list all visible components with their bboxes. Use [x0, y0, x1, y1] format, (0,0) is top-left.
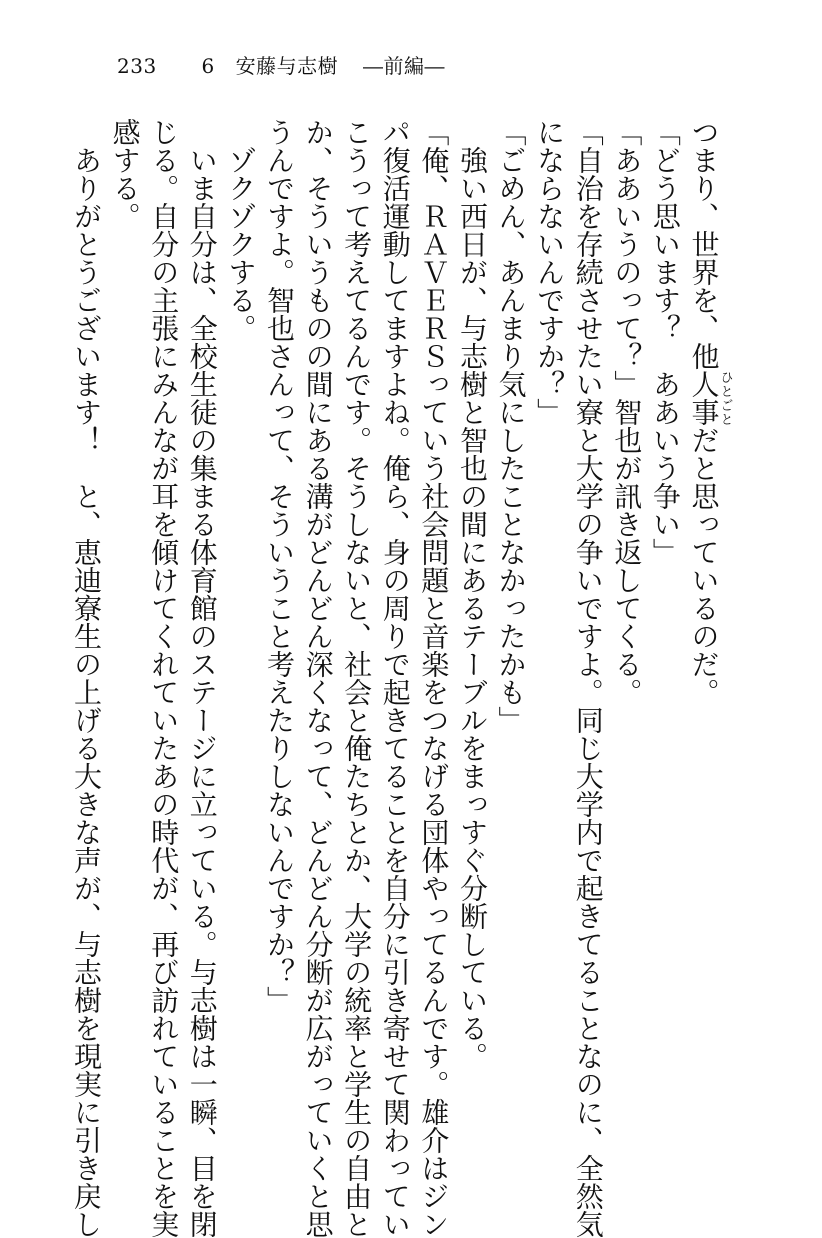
page-number: 233	[117, 54, 157, 78]
text-segment: 強い西日が、与志樹と智也の間にあるテーブルをまっすぐ分断している。	[455, 118, 489, 1070]
text-line	[105, 118, 144, 1108]
text-segment: パ復活運動してますよね。俺ら、身の周りで起きてることを自分に引き寄せて関わってい	[378, 118, 412, 1238]
text-line	[375, 118, 414, 1238]
text-segment: ゾクゾクする。	[224, 118, 258, 342]
text-segment: 「自治を存続させたい寮と大学の争いですよ。同じ大学内で起きてることなのに、全然気	[571, 118, 605, 1238]
text-line	[607, 118, 646, 1108]
text-segment: 「ごめん、あんまり気にしたことなかったかも」	[494, 118, 528, 734]
ruby-word	[687, 370, 733, 426]
text-segment: 「どう思います？ ああいう争い」	[648, 118, 682, 566]
text-line	[568, 118, 607, 1238]
text-line	[530, 118, 569, 1108]
running-header	[117, 50, 445, 79]
text-line	[221, 118, 260, 1108]
text-line	[144, 118, 183, 1238]
text-segment: うんですよ。智也さんって、そういうこと考えたりしないんですか？」	[262, 118, 296, 1014]
text-line	[645, 118, 684, 1108]
text-segment: にならないんですか？」	[533, 118, 567, 426]
text-segment: だと思っているのだ。	[687, 426, 721, 706]
chapter-title: 安藤与志樹	[235, 54, 339, 78]
text-line	[66, 118, 105, 1238]
text-line	[259, 118, 298, 1108]
text-line	[684, 118, 732, 1108]
text-line	[414, 118, 453, 1238]
text-line	[337, 118, 376, 1238]
ruby-base: 人事	[687, 370, 721, 426]
text-line	[298, 118, 337, 1238]
body-text	[70, 118, 733, 1238]
ruby-reading: ひとごと	[717, 370, 733, 426]
chapter-number: 6	[201, 54, 215, 78]
text-line	[452, 118, 491, 1108]
text-segment: ありがとうございます！ と、恵迪寮生の上げる大きな声が、与志樹を現実に引き戻し	[70, 118, 103, 1238]
text-segment: か、そういうものの間にある溝がどんどん深くなって、どんどん分断が広がっていくと思	[301, 118, 335, 1238]
text-segment: 「俺、ＲＡＶＥＲＳっていう社会問題と音楽をつなげる団体やってるんです。雄介はジン	[417, 118, 451, 1238]
chapter-subtitle: ―前編―	[363, 54, 445, 78]
text-line	[491, 118, 530, 1108]
text-segment: いま自分は、全校生徒の集まる体育館のステージに立っている。与志樹は一瞬、目を閉	[185, 118, 219, 1238]
text-segment: 「ああいうのって？」智也が訊き返してくる。	[610, 118, 644, 706]
text-line	[182, 118, 221, 1238]
text-segment: つまり、世界を、他	[687, 118, 721, 370]
text-segment: じる。自分の主張にみんなが耳を傾けてくれていたあの時代が、再び訪れていることを実	[147, 118, 181, 1238]
text-segment: 感する。	[108, 118, 142, 230]
text-segment: こうって考えてるんです。そうしないと、社会と俺たちとか、大学の統率と学生の自由と	[340, 118, 374, 1238]
